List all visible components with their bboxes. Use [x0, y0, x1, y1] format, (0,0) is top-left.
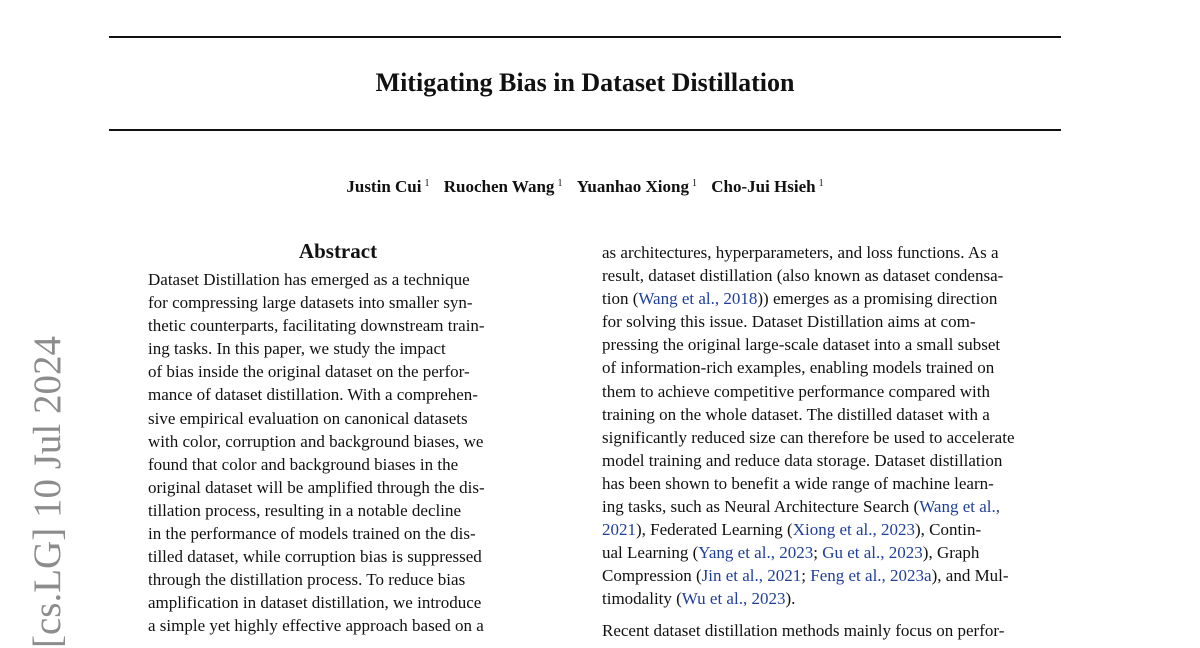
text-run: ing tasks, such as Neural Architecture Search (: [602, 497, 920, 517]
body-line: [602, 564, 1068, 587]
body-line: for solving this issue. Dataset Distillation aims at com-: [602, 312, 976, 332]
author: [711, 177, 823, 196]
abstract-line: original dataset will be amplified through the dis-: [148, 477, 485, 497]
body-line: of information-rich examples, enabling models trained on: [602, 358, 995, 378]
abstract-line: found that color and background biases in the: [148, 454, 459, 474]
abstract-line: a simple yet highly effective approach based on a: [148, 616, 484, 636]
citation-link[interactable]: Wu et al., 2023: [681, 589, 786, 609]
intro-paragraph: [602, 619, 1068, 642]
abstract-line: in the performance of models trained on the dis-: [148, 524, 476, 544]
text-run: timodality (: [602, 589, 682, 609]
body-line: [602, 287, 1068, 310]
abstract-line: tillation process, resulting in a notable decline: [148, 500, 461, 520]
title-rule-top: [109, 36, 1061, 38]
body-line: significantly reduced size can therefore be used to accelerate: [602, 427, 1015, 447]
text-run: ual Learning (: [602, 543, 699, 563]
body-line: training on the whole dataset. The distilled dataset with a: [602, 404, 990, 424]
text-run: ;: [813, 543, 823, 563]
abstract-line: for compressing large datasets into smaller syn-: [148, 293, 473, 313]
abstract-line: ing tasks. In this paper, we study the impact: [148, 339, 446, 359]
affiliation-marker: 1: [424, 178, 430, 189]
citation-link[interactable]: Feng et al., 2023a: [810, 566, 932, 586]
abstract-heading: Abstract: [298, 239, 378, 263]
citation-link[interactable]: Wang et al., 2018: [638, 289, 758, 309]
text-run: tion (: [602, 289, 639, 309]
title-rule-bottom: [109, 129, 1061, 131]
abstract-line: amplification in dataset distillation, we introduce: [148, 593, 482, 613]
citation-link[interactable]: Wang et al.,: [919, 497, 1001, 517]
affiliation-marker: 1: [691, 178, 697, 189]
citation-link[interactable]: Gu et al., 2023: [822, 543, 923, 563]
body-line: model training and reduce data storage. Dataset distillation: [602, 450, 1003, 470]
body-line: has been shown to benefit a wide range of machine learn-: [602, 473, 994, 493]
body-line: Recent dataset distillation methods mainly focus on perfor-: [602, 620, 1005, 640]
body-line: pressing the original large-scale dataset into a small subset: [602, 335, 1001, 355]
author-name: Justin Cui: [346, 177, 422, 196]
citation-link[interactable]: 2021: [602, 520, 636, 540]
text-run: )) emerges as a promising direction: [757, 289, 998, 309]
abstract-line: Dataset Distillation has emerged as a technique: [148, 270, 470, 289]
abstract-line: of bias inside the original dataset on the perfor-: [148, 362, 470, 382]
author-name: Cho-Jui Hsieh: [711, 177, 816, 196]
abstract-line: through the distillation process. To reduce bias: [148, 570, 466, 590]
author: [444, 177, 563, 196]
body-line: [602, 541, 1068, 564]
body-line: [602, 587, 1068, 610]
text-run: ), and Mul-: [931, 566, 1009, 586]
text-run: Compression (: [602, 566, 702, 586]
abstract-line: mance of dataset distillation. With a comprehen-: [148, 385, 478, 405]
body-line: [602, 495, 1068, 518]
text-run: ), Federated Learning (: [636, 520, 793, 540]
author: [346, 177, 429, 196]
abstract-line: tilled dataset, while corruption bias is suppressed: [148, 547, 482, 567]
arxiv-stamp: [cs.LG] 10 Jul 2024: [26, 336, 69, 648]
intro-column: [602, 241, 1068, 642]
citation-link[interactable]: Xiong et al., 2023: [792, 520, 915, 540]
text-run: ).: [785, 589, 796, 609]
text-run: ), Graph: [922, 543, 980, 563]
abstract-line: with color, corruption and background biases, we: [148, 431, 484, 451]
abstract-line: sive empirical evaluation on canonical datasets: [148, 408, 468, 428]
affiliation-marker: 1: [557, 178, 563, 189]
author-list: [109, 172, 1061, 199]
body-line: them to achieve competitive performance compared with: [602, 381, 991, 401]
paper-title: Mitigating Bias in Dataset Distillation: [375, 68, 795, 97]
body-line: result, dataset distillation (also known as dataset condensa-: [602, 266, 1004, 286]
abstract-line: thetic counterparts, facilitating downstream train-: [148, 316, 485, 336]
text-run: ;: [801, 566, 811, 586]
affiliation-marker: 1: [818, 178, 824, 189]
body-line: as architectures, hyperparameters, and loss functions. As a: [602, 243, 999, 262]
abstract-body: [148, 270, 532, 640]
citation-link[interactable]: Yang et al., 2023: [698, 543, 814, 563]
citation-link[interactable]: Jin et al., 2021: [701, 566, 802, 586]
author-name: Ruochen Wang: [443, 177, 555, 196]
intro-paragraph: [602, 241, 1068, 611]
author-name: Yuanhao Xiong: [576, 177, 689, 196]
text-run: ), Contin-: [915, 520, 982, 540]
body-line: [602, 518, 1068, 541]
author: [577, 177, 697, 196]
